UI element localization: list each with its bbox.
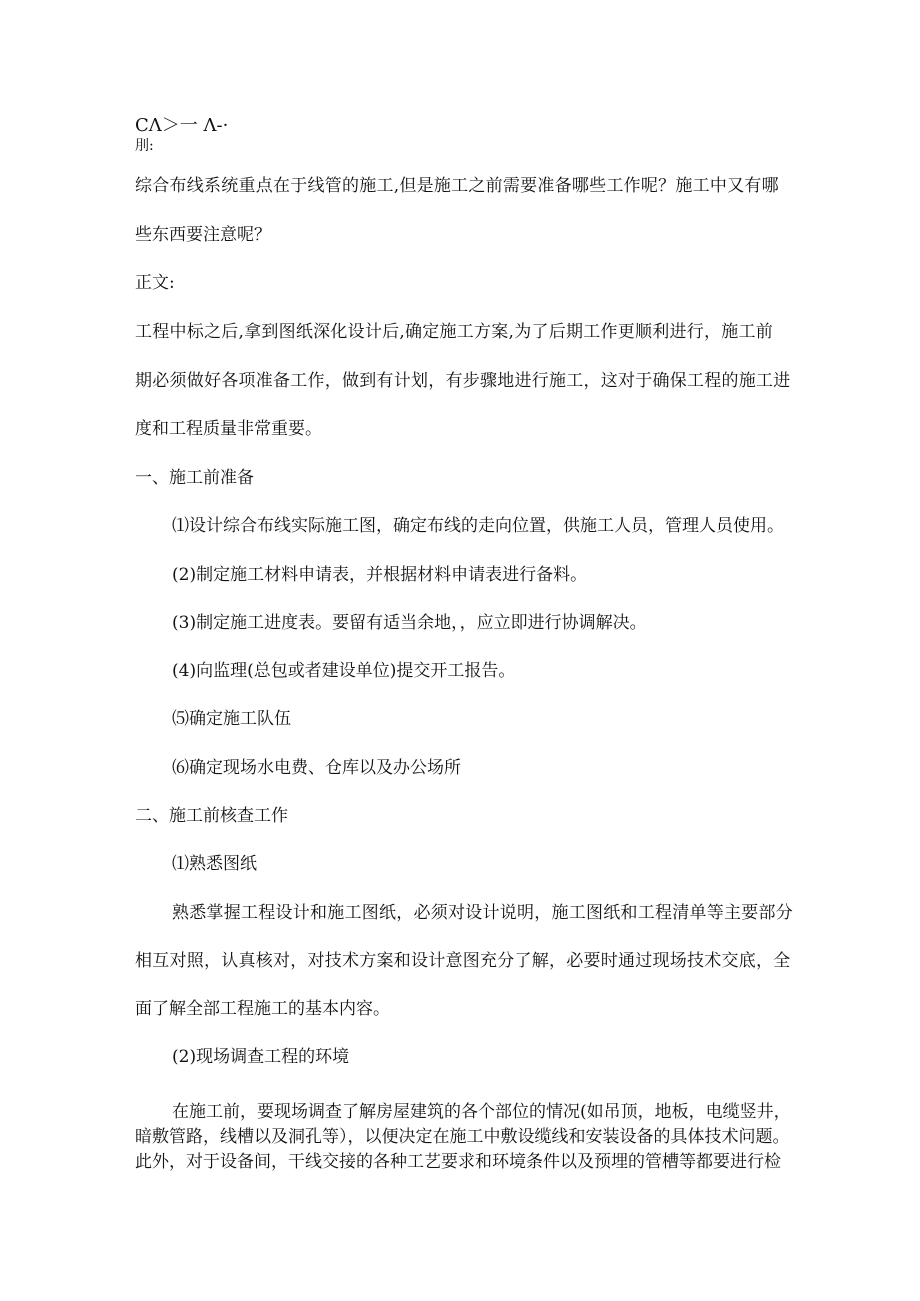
header-label: 刖: bbox=[135, 138, 154, 154]
sub2-text-line-3: 此外，对于设备间，干线交接的各种工艺要求和环境条件以及预埋的管槽等都要进行检 bbox=[135, 1152, 781, 1172]
sub2-text-line-2: 暗敷管路，线槽以及洞孔等），以便决定在施工中敷设缆线和安装设备的具体技术问题。 bbox=[135, 1127, 790, 1147]
section1-item-6: ⑹确定现场水电费、仓库以及办公场所 bbox=[172, 758, 461, 778]
section1-title: 一、施工前准备 bbox=[135, 468, 254, 488]
section1-item-2: (2)制定施工材料申请表，并根据材料申请表进行备料。 bbox=[172, 565, 588, 585]
para1-line-1: 工程中标之后,拿到图纸深化设计后,确定施工方案,为了后期工作更顺利进行，施工前 bbox=[135, 322, 773, 342]
section2-sub1: ⑴熟悉图纸 bbox=[172, 854, 257, 874]
body-label: 正文: bbox=[135, 273, 175, 293]
section2-title: 二、施工前核查工作 bbox=[135, 806, 288, 826]
sub1-text-line-1: 熟悉掌握工程设计和施工图纸，必须对设计说明，施工图纸和工程清单等主要部分 bbox=[172, 903, 793, 923]
para1-line-2: 期必须做好各项准备工作，做到有计划，有步骤地进行施工，这对于确保工程的施工进 bbox=[135, 371, 791, 391]
sub1-text-line-2: 相互对照，认真核对，对技术方案和设计意图充分了解，必要时通过现场技术交底，全 bbox=[135, 951, 791, 971]
intro-line-2: 些东西要注意呢？ bbox=[135, 225, 271, 245]
section2-sub2: (2)现场调查工程的环境 bbox=[172, 1047, 350, 1067]
section1-item-4: (4)向监理(总包或者建设单位)提交开工报告。 bbox=[172, 661, 516, 681]
section1-item-5: ⑸确定施工队伍 bbox=[172, 709, 291, 729]
sub1-text-line-3: 面了解全部工程施工的基本内容。 bbox=[135, 999, 390, 1019]
header-code: CΛ＞一 Λ-· bbox=[135, 115, 229, 136]
sub2-text-line-1: 在施工前，要现场调查了解房屋建筑的各个部位的情况(如吊顶，地板，电缆竖井， bbox=[172, 1102, 791, 1122]
section1-item-1: ⑴设计综合布线实际施工图，确定布线的走向位置，供施工人员，管理人员使用。 bbox=[172, 516, 784, 536]
intro-line-1: 综合布线系统重点在于线管的施工,但是施工之前需要准备哪些工作呢？施工中又有哪 bbox=[135, 176, 779, 196]
para1-line-3: 度和工程质量非常重要。 bbox=[135, 419, 322, 439]
section1-item-3: (3)制定施工进度表。要留有适当余地，，应立即进行协调解决。 bbox=[172, 613, 647, 633]
